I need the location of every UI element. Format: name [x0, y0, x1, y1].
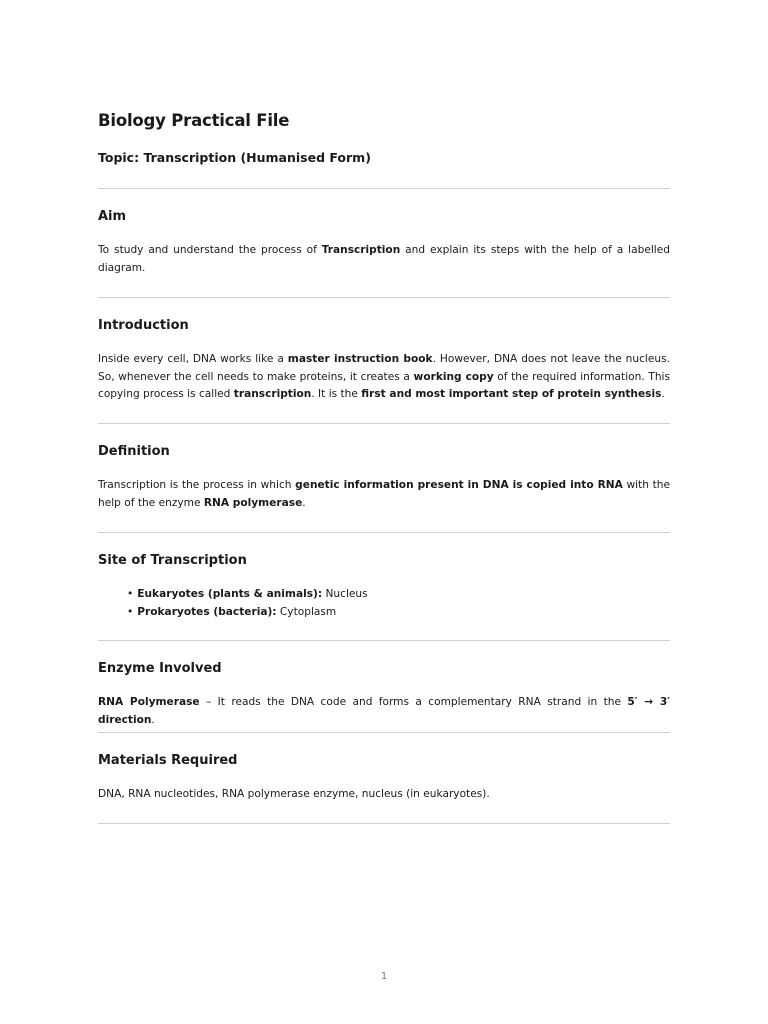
- materials-paragraph: DNA, RNA nucleotides, RNA polymerase enzyme, nucleus (in eukaryotes).: [98, 788, 490, 800]
- definition-paragraph: Transcription is the process in which genetic information present in DNA is copied into RNA with the help of the enzyme RNA polymerase.: [98, 479, 670, 509]
- document-topic: Topic: Transcription (Humanised Form): [98, 150, 371, 165]
- introduction-paragraph: Inside every cell, DNA works like a master instruction book. However, DNA does not leave the nucleus. So, whenever the cell needs to make proteins, it creates a working copy of the required information. This copying process is called transcription. It is the first and most important step of protein synthesis.: [98, 353, 670, 400]
- divider: [98, 297, 670, 298]
- page-number: 1: [380, 971, 388, 982]
- aim-heading: Aim: [98, 209, 127, 224]
- divider: [98, 188, 670, 189]
- divider: [98, 423, 670, 424]
- enzyme-paragraph: RNA Polymerase – It reads the DNA code and forms a complementary RNA strand in the 5′ → 3′ direction.: [98, 696, 670, 726]
- document-title: Biology Practical File: [98, 111, 290, 130]
- site-heading: Site of Transcription: [98, 553, 247, 568]
- aim-paragraph: To study and understand the process of Transcription and explain its steps with the help of a labelled diagram.: [98, 244, 670, 274]
- introduction-heading: Introduction: [98, 318, 189, 333]
- divider: [98, 823, 670, 824]
- site-list: [127, 585, 368, 621]
- divider: [98, 732, 670, 733]
- divider: [98, 640, 670, 641]
- definition-heading: Definition: [98, 444, 170, 459]
- list-item: • Prokaryotes (bacteria): Cytoplasm: [127, 603, 368, 621]
- materials-heading: Materials Required: [98, 753, 238, 768]
- list-item: • Eukaryotes (plants & animals): Nucleus: [127, 585, 368, 603]
- enzyme-heading: Enzyme Involved: [98, 661, 222, 676]
- divider: [98, 532, 670, 533]
